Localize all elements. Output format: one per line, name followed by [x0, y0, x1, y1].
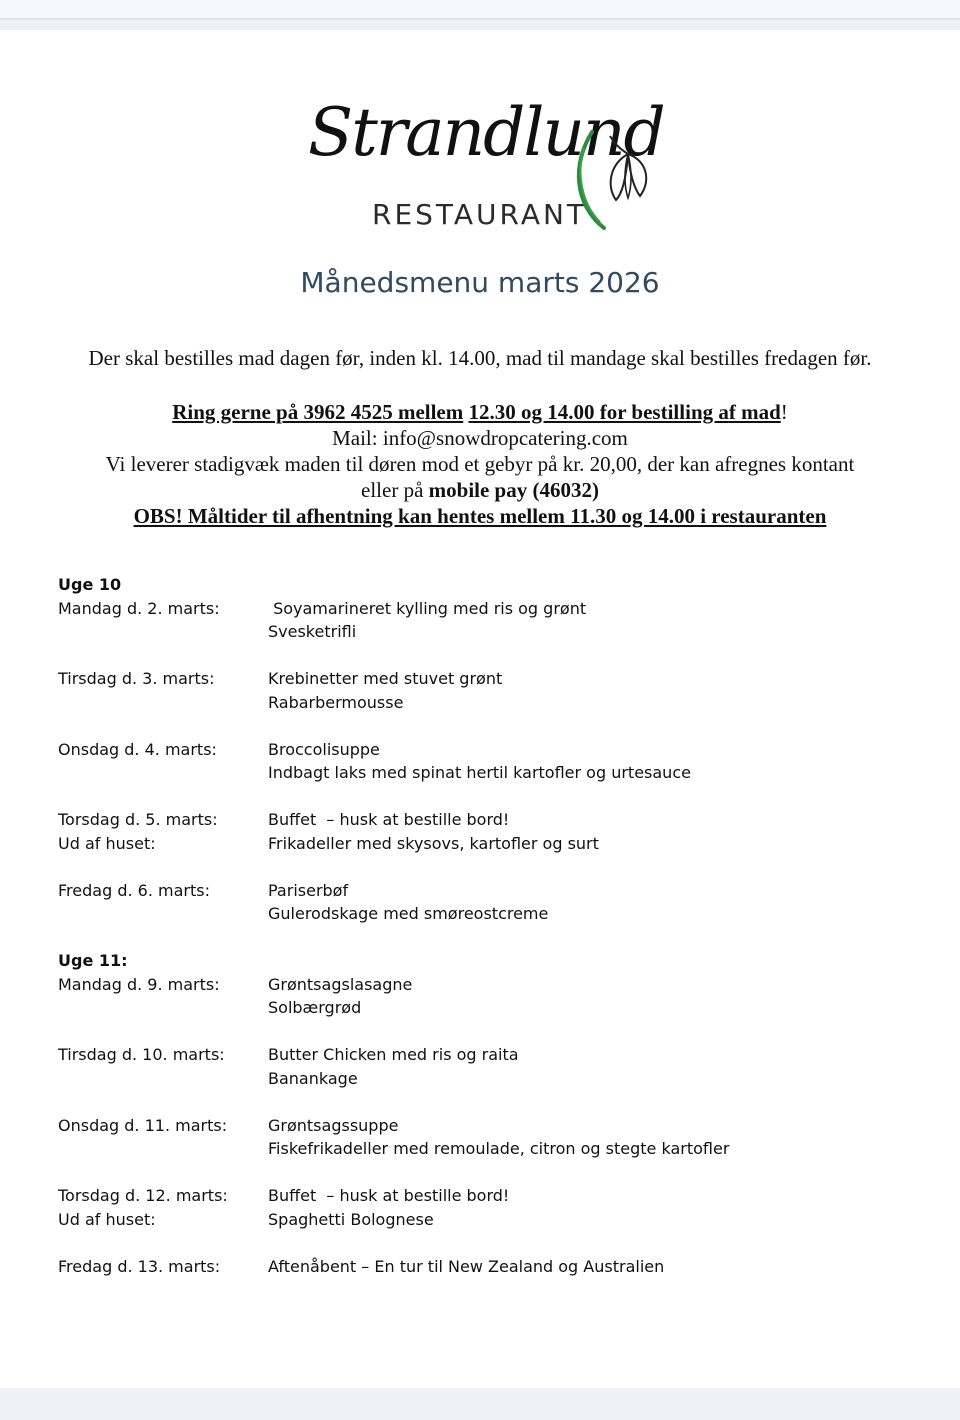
menu-day-row	[58, 597, 918, 644]
day-label: Onsdag d. 11. marts:	[58, 1115, 228, 1135]
day-label: Tirsdag d. 3. marts:	[58, 669, 215, 688]
menu-day-row	[58, 1043, 918, 1090]
menu-day-row	[58, 808, 918, 855]
dish-item: Frikadeller med skysovs, kartofler og surt	[268, 833, 599, 853]
day-label: Mandag d. 2. marts:	[58, 598, 220, 618]
page-title: Månedsmenu marts 2026	[300, 266, 660, 299]
logo-subtitle: RESTAURANT	[372, 198, 588, 231]
dish-item: Spaghetti Bolognese	[268, 1209, 434, 1229]
dish-item: Broccolisuppe	[268, 739, 380, 759]
phone-text: Ring gerne på 3962 4525 mellem	[172, 400, 464, 424]
dish-item: Fiskefrikadeller med remoulade, citron og stegte kartofler	[268, 1139, 730, 1158]
dish-item: Rabarbermousse	[268, 692, 404, 712]
delivery-line-1: Vi leverer stadigvæk maden til døren mod et gebyr på kr. 20,00, der kan afregnes kontant	[105, 452, 855, 476]
phone-line	[0, 399, 960, 425]
dish-item: Grøntsagssuppe	[268, 1115, 399, 1135]
menu-day-row	[58, 1114, 918, 1161]
bottom-bar	[0, 1388, 960, 1420]
day-label: Onsdag d. 4. marts:	[58, 739, 217, 759]
contact-info	[0, 399, 960, 529]
weekly-menu	[58, 573, 918, 1302]
dish-item: Solbærgrød	[268, 998, 362, 1017]
week-label: Uge 10	[58, 575, 122, 594]
snowdrop-flower-icon	[570, 124, 660, 234]
dish-item: Aftenåbent – En tur til New Zealand og Australien	[268, 1256, 665, 1276]
restaurant-logo	[300, 88, 670, 238]
day-extra-label: Ud af huset:	[58, 1209, 156, 1229]
dish-item: Soyamarineret kylling med ris og grønt	[268, 598, 587, 618]
menu-day-row	[58, 879, 918, 926]
day-extra-label: Ud af huset:	[58, 833, 156, 853]
pickup-notice: OBS! Måltider til afhentning kan hentes mellem 11.30 og 14.00 i restauranten	[133, 504, 827, 528]
dish-item: Pariserbøf	[268, 880, 349, 900]
mobilepay-text: mobile pay (46032)	[428, 478, 599, 502]
phone-exclaim: !	[780, 400, 788, 424]
week-label: Uge 11:	[58, 951, 128, 970]
menu-day-row	[58, 1255, 918, 1279]
day-label: Tirsdag d. 10. marts:	[58, 1045, 225, 1064]
top-divider	[0, 18, 960, 20]
menu-day-row	[58, 973, 918, 1020]
dish-item: Svesketrifli	[268, 622, 357, 641]
logo-script-text: Strandlund	[308, 94, 664, 171]
menu-day-row	[58, 738, 918, 785]
day-label: Mandag d. 9. marts:	[58, 974, 220, 994]
menu-day-row	[58, 1184, 918, 1231]
day-label: Fredag d. 13. marts:	[58, 1256, 221, 1276]
dish-item: Butter Chicken med ris og raita	[268, 1045, 519, 1064]
day-label: Torsdag d. 12. marts:	[58, 1186, 228, 1205]
dish-item: Grøntsagslasagne	[268, 974, 413, 994]
top-bar	[0, 0, 960, 18]
mail-line: Mail: info@snowdropcatering.com	[332, 426, 628, 450]
dish-item: Krebinetter med stuvet grønt	[268, 669, 503, 688]
delivery-or: eller på	[361, 478, 424, 502]
dish-item: Buffet – husk at bestille bord!	[268, 1186, 510, 1205]
dish-item: Indbagt laks med spinat hertil kartofler og urtesauce	[268, 763, 691, 782]
order-notice: Der skal bestilles mad dagen før, inden kl. 14.00, mad til mandage skal bestilles fredagen før.	[88, 346, 872, 370]
phone-hours: 12.30 og 14.00 for bestilling af mad	[468, 400, 781, 424]
day-label: Torsdag d. 5. marts:	[58, 810, 218, 829]
dish-item: Banankage	[268, 1068, 358, 1088]
delivery-line-2	[0, 477, 960, 503]
menu-day-row	[58, 667, 918, 714]
day-label: Fredag d. 6. marts:	[58, 880, 210, 900]
menu-page	[0, 30, 960, 1388]
dish-item: Gulerodskage med smøreostcreme	[268, 904, 549, 923]
dish-item: Buffet – husk at bestille bord!	[268, 810, 510, 829]
